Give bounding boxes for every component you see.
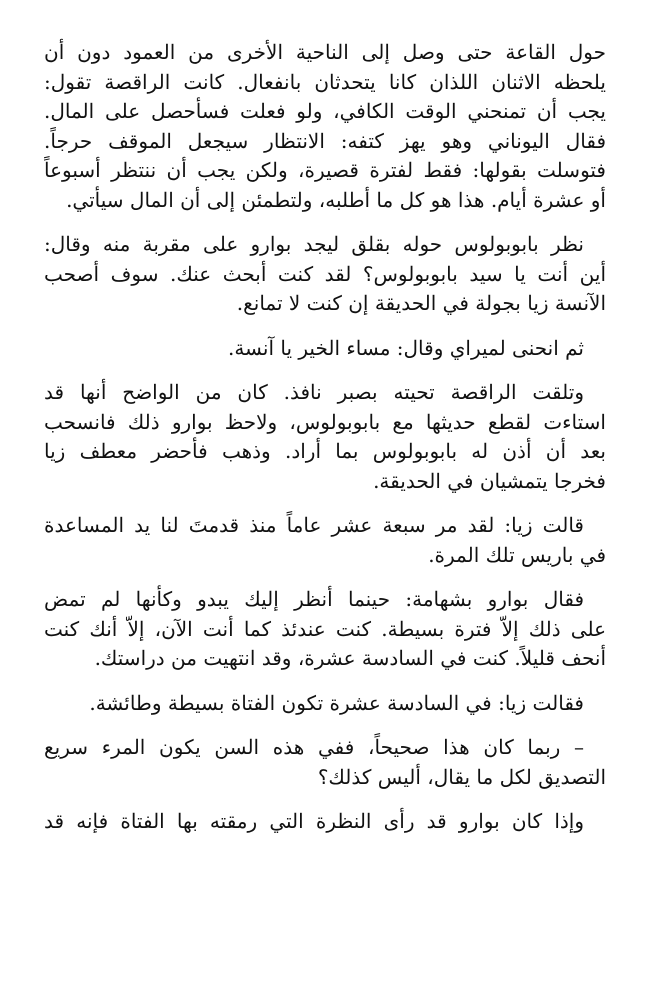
paragraph [44,807,606,837]
text-line: الآنسة زيا بجولة في الحديقة إن كنت لا تمانع. [236,291,606,315]
text-line: وتلقت الراقصة تحيته بصبر نافذ. كان من الواضح أنها قد [44,380,584,404]
text-line: نظر بابوبولوس حوله بقلق ليجد بوارو على مقربة منه وقال: [44,232,584,256]
text-line: في باريس تلك المرة. [428,542,606,567]
book-page [44,38,606,851]
paragraph [44,334,606,364]
text-line: يجب أن تمنحني الوقت الكافي، ولو فعلت فسأحصل على المال. [44,99,606,123]
text-line: التصديق لكل ما يقال، أليس كذلك؟ [317,764,606,789]
text-line: قالت زيا: لقد مر سبعة عشر عاماً منذ قدمتَ لنا يد المساعدة [44,513,584,537]
paragraph [44,230,606,319]
text-line: استاءت لقطع حديثها مع بابوبولوس، ولاحظ بوارو ذلك فانسحب [44,409,606,434]
text-line: فخرجا يتمشيان في الحديقة. [373,468,606,493]
text-line: فقال بوارو بشهامة: حينما أنظر إليك يبدو وكأنها لم تمض [44,587,584,611]
paragraph [44,689,606,719]
text-line: بعد أن أذن له بابوبولوس بما أراد. وذهب فأحضر معطف زيا [44,439,606,463]
paragraph [44,733,606,792]
text-line: أو عشرة أيام. هذا هو كل ما أطلبه، ولتطمئن إلى أن المال سيأتي. [66,187,606,212]
paragraph [44,378,606,496]
text-line: – ربما كان هذا صحيحاً، ففي هذه السن يكون المرء سريع [44,735,584,759]
text-line: أين أنت يا سيد بابوبولوس؟ لقد كنت أبحث عنك. سوف أصحب [44,261,606,286]
text-line: حول القاعة حتى وصل إلى الناحية الأخرى من العمود دون أن [44,40,606,64]
text-line: فقالت زيا: في السادسة عشرة تكون الفتاة بسيطة وطائشة. [89,690,584,715]
text-line: يلحظه الاثنان اللذان كانا يتحدثان بانفعال. كانت الراقصة تقول: [44,69,606,94]
paragraph [44,38,606,215]
paragraph [44,511,606,570]
text-line: فتوسلت بقولها: فقط لفترة قصيرة، ولكن يجب أن ننتظر أسبوعاً [44,158,606,182]
text-line: ثم انحنى لميراي وقال: مساء الخير يا آنسة. [227,335,584,360]
text-line: على ذلك إلاّ فترة بسيطة. كنت عندئذ كما أنت الآن، إلاّ أنك كنت [44,616,606,641]
text-line: وإذا كان بوارو قد رأى النظرة التي رمقته بها الفتاة فإنه قد [44,809,584,833]
text-line: فقال اليوناني وهو يهز كتفه: الانتظار سيجعل الموقف حرجاً. [44,128,606,153]
text-line: أنحف قليلاً. كنت في السادسة عشرة، وقد انتهيت من دراستك. [94,646,606,670]
paragraph [44,585,606,674]
